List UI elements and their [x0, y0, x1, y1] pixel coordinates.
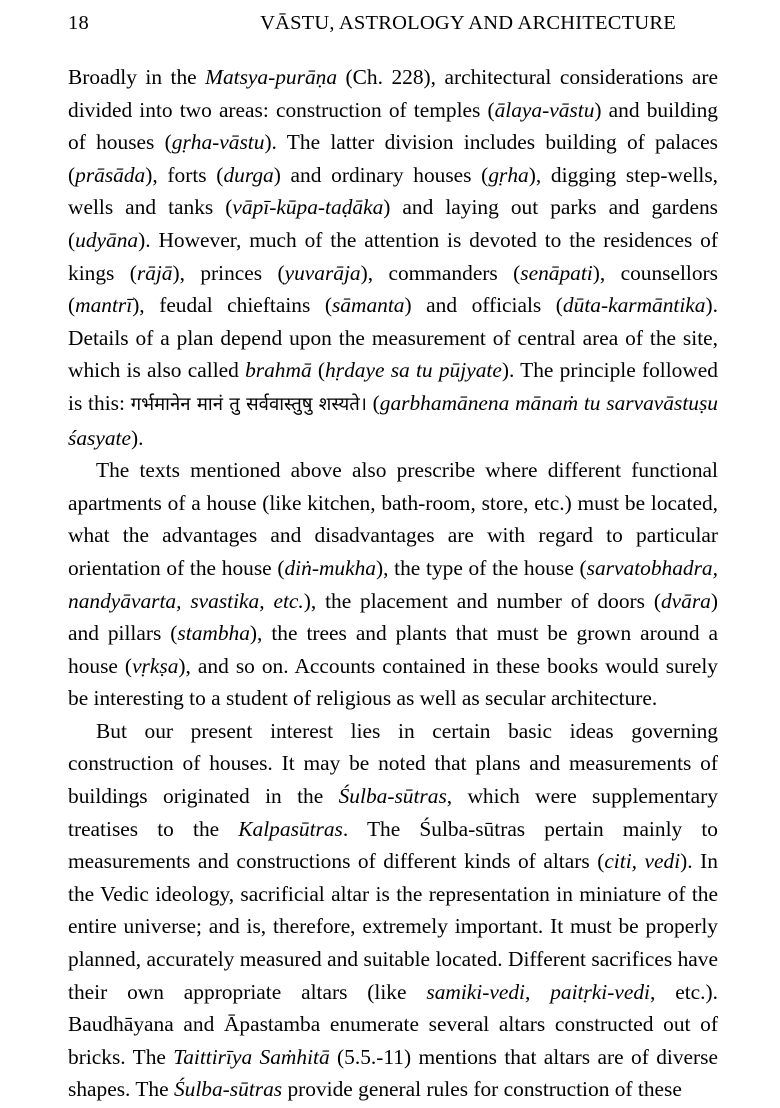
italic-term: senāpati: [520, 260, 593, 285]
italic-term: Taittirīya Saṁhitā: [173, 1044, 330, 1069]
para-2: [68, 454, 718, 715]
italic-term: sarvatobhadra, nandyāvarta, svastika, etc.: [68, 555, 718, 613]
italic-term: ālaya-vāstu: [494, 97, 595, 122]
text-run: ). The latter division includes building of palaces (: [68, 130, 718, 187]
text-run: (: [311, 358, 326, 383]
italic-term: gṛha-vāstu: [171, 130, 265, 155]
italic-term: garbhamānena mānaṁ tu sarvavāstuṣu śasyate: [68, 390, 718, 450]
italic-term: udyāna: [75, 227, 139, 252]
body-text: [0, 35, 780, 1106]
italic-term: vāpī-kūpa-taḍāka: [232, 195, 384, 220]
text-run: (Ch. 228), architectural considerations are divided into two areas: construction of temples (: [68, 65, 719, 122]
text-run: (: [366, 390, 380, 415]
text-run: The texts mentioned above also prescribe where different functional apartments of a house (like kitchen, bath-room, store, etc.) must be located, what the advantages and disadvantages are with regard to particular orientation of the house (: [68, 458, 718, 580]
italic-term: Śulba-sūtras: [173, 1077, 283, 1102]
running-head-title: VĀSTU, ASTROLOGY AND ARCHITECTURE: [260, 12, 676, 34]
text-run: ) and ordinary houses (: [273, 162, 489, 187]
text-run: ) and pillars (: [68, 588, 718, 646]
text-run: . The Śulba-sūtras pertain mainly to measurements and constructions of different kinds of altars (: [68, 816, 718, 874]
text-run: ) and laying out parks and gardens (: [68, 195, 718, 252]
text-run: ), forts (: [145, 162, 224, 187]
text-run: ), digging step-wells, wells and tanks (: [68, 162, 719, 220]
italic-term: dūta-karmāntika: [562, 293, 706, 318]
text-run: ).: [130, 425, 144, 450]
para-3: [68, 715, 718, 1106]
italic-term: stambha: [177, 621, 250, 646]
italic-term: Kalpasūtras: [238, 816, 343, 841]
text-run: ), feudal chieftains (: [132, 293, 332, 318]
text-run: , etc.). Baudhāyana and Āpastamba enumerate several altars constructed out of bricks. The: [68, 979, 718, 1069]
text-run: ) and building of houses (: [68, 97, 718, 155]
para-1: [68, 61, 718, 454]
italic-term: gṛha: [488, 162, 529, 187]
italic-term: samiki-vedi, paitṛki-vedi: [426, 979, 650, 1004]
running-head: [0, 0, 780, 35]
text-run: ), the trees and plants that must be grown around a house (: [68, 621, 719, 678]
italic-term: mantrī: [75, 293, 133, 318]
devanagari-quote: गर्भमानेन मानं तु सर्ववास्तुषु शस्यते।: [130, 393, 367, 415]
text-run: ), and so on. Accounts contained in these books would surely be interesting to a student of religious as well as secular architecture.: [68, 653, 718, 711]
text-run: ), commanders (: [360, 260, 521, 285]
page-number: 18: [68, 12, 89, 34]
italic-term: sāmanta: [331, 293, 405, 318]
text-run: ), the placement and number of doors (: [303, 588, 661, 613]
text-run: ), princes (: [172, 260, 285, 285]
italic-term: yuvarāja: [284, 260, 361, 285]
text-run: Broadly in the: [68, 65, 206, 89]
text-run: provide general rules for construction of these: [282, 1077, 682, 1102]
text-run: But our present interest lies in certain basic ideas governing construction of houses. It may be noted that plans and measurements of buildings originated in the: [68, 718, 718, 809]
italic-term: Matsya-purāṇa: [205, 65, 338, 89]
italic-term: dvāra: [660, 588, 711, 613]
text-run: ). However, much of the attention is devoted to the residences of kings (: [68, 227, 718, 285]
italic-term: diṅ-mukha: [284, 555, 376, 580]
italic-term: prāsāda: [75, 162, 146, 187]
text-run: ). In the Vedic ideology, sacrificial altar is the representation in miniature of the entire universe; and is, therefore, extremely important. It must be properly planned, accurately measured and suitable located. Different sacrifices have their own appropriate altars (like: [68, 849, 718, 1004]
italic-term: citi, vedi: [604, 849, 681, 874]
text-run: , which were supplementary treatises to the: [68, 784, 718, 841]
italic-term: durga: [223, 162, 274, 187]
text-run: ) and officials (: [404, 293, 563, 318]
italic-term: hṛdaye sa tu pūjyate: [325, 358, 502, 383]
text-run: (5.5.-11) mentions that altars are of diverse shapes. The: [68, 1044, 718, 1102]
italic-term: Śulba-sūtras: [338, 784, 447, 809]
italic-term: rājā: [136, 260, 173, 285]
italic-term: brahmā: [245, 358, 312, 383]
italic-term: vṛkṣa: [132, 653, 179, 678]
text-run: ). Details of a plan depend upon the measurement of central area of the site, which is also called: [68, 293, 718, 383]
text-run: ), counsellors (: [68, 260, 719, 318]
text-run: ), the type of the house (: [375, 555, 587, 580]
text-run: ). The principle followed is this:: [68, 358, 718, 415]
